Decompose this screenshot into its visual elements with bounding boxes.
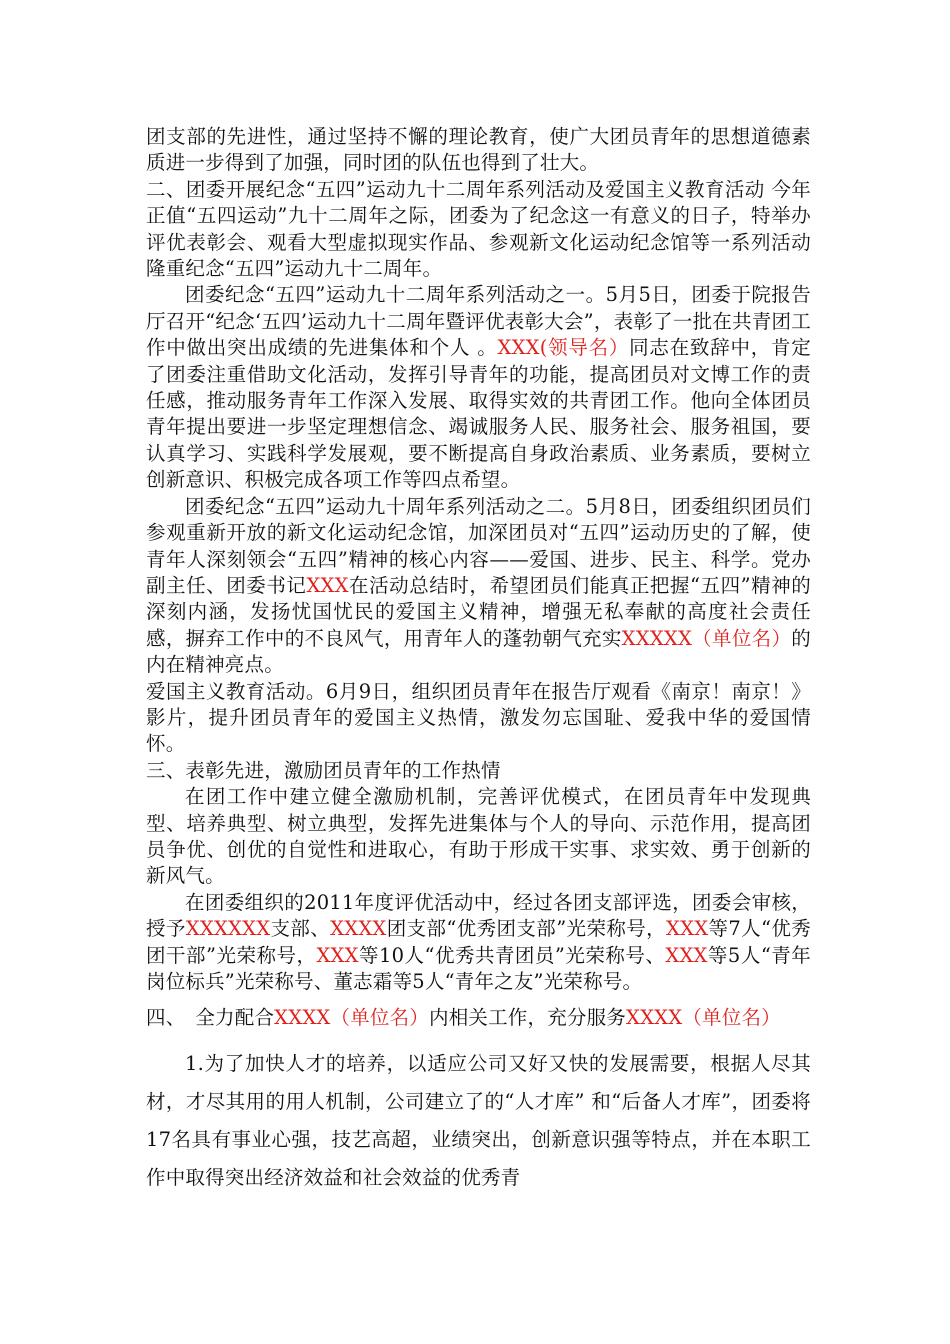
paragraph-8-awards <box>146 890 811 996</box>
paragraph-10-talent-pool <box>146 1045 811 1197</box>
paragraph-8-text-d: 等7人“优秀团干部”光荣称号， <box>146 917 812 967</box>
branch-name-placeholder-1: XXXXXX <box>185 917 271 941</box>
unit-name-placeholder-3: XXXX（单位名） <box>626 1006 781 1030</box>
person-name-placeholder-1: XXX <box>666 917 709 941</box>
leader-name-placeholder: XXX(领导名） <box>497 336 630 360</box>
tight-text-block <box>146 124 811 995</box>
unit-name-placeholder-2: XXXX（单位名） <box>274 1006 429 1030</box>
paragraph-2-text: 二、团委开展纪念“五四”运动九十二周年系列活动及爱国主义教育活动 今年正值“五四运动”九十二周年之际，团委为了纪念这一有意义的日子，特举办评优表彰会、观看大型虚拟现实作品、参观新文化运动纪念馆等一系列活动隆重纪念“五四”运动九十二周年。 <box>146 177 811 281</box>
paragraph-8-text-c: 团支部“优秀团支部”光荣称号， <box>386 917 667 941</box>
paragraph-4-text-c: 的内在精神亮点。 <box>146 626 811 677</box>
loose-text-block <box>146 999 811 1197</box>
section-four-text-a: 四、 全力配合 <box>146 1006 275 1030</box>
paragraph-3-activity-one <box>146 282 811 493</box>
paragraph-7-incentive <box>146 784 811 890</box>
person-name-placeholder-2: XXX <box>316 943 359 967</box>
secretary-name-placeholder: XXX <box>306 573 349 597</box>
section-three-heading <box>146 758 811 784</box>
paragraph-4-text-b: 在活动总结时，希望团员们能真正把握“五四”精神的深刻内涵，发扬忧国忧民的爱国主义精神，增强无私奉献的高度社会责任感，摒弃工作中的不良风气，用青年人的蓬勃朝气充实 <box>146 573 811 650</box>
branch-name-placeholder-2: XXXX <box>330 917 387 941</box>
paragraph-3-text-a: 团委纪念“五四”运动九十二周年系列活动之一。5月5日，团委于院报告厅召开“纪念‘五四’运动九十二周年暨评优表彰大会”，表彰了一批在共青团工作中做出突出成绩的先进集体和个人 。 <box>146 283 811 360</box>
paragraph-1 <box>146 124 811 177</box>
paragraph-7-text: 在团工作中建立健全激励机制，完善评优模式，在团员青年中发现典型、培养典型、树立典型，发挥先进集体与个人的导向、示范作用，提高团员争优、创优的自觉性和进取心，有助于形成干实事、求实效、勇于创新的新风气。 <box>146 785 811 888</box>
paragraph-8-text-b: 支部、 <box>270 917 331 941</box>
paragraph-3-text-b: 同志在致辞中，肯定了团委注重借助文化活动，发挥引导青年的功能，提高团员对文博工作的责任感，推动服务青年工作深入发展、取得实效的共青团工作。他向全体团员青年提出要进一步坚定理想信念、竭诚服务人民、服务社会、服务祖国，要认真学习、实践科学发展观，要不断提高自身政治素质、业务素质，要树立创新意识、积极完成各项工作等四点希望。 <box>146 336 811 492</box>
paragraph-8-text-e: 等10人“优秀共青团员”光荣称号、 <box>358 943 666 967</box>
document-body <box>146 124 811 1197</box>
unit-name-placeholder-1: XXXXX（单位名） <box>621 626 792 650</box>
section-four-heading <box>146 999 811 1037</box>
person-name-placeholder-3: XXX <box>665 943 708 967</box>
paragraph-10-text: 1.为了加快人才的培养，以适应公司又好又快的发展需要，根据人尽其材，才尽其用的用人机制，公司建立了的“人才库” 和“后备人才库”，团委将17名具有事业心强，技艺高超，业绩突出，创新意识强等特点，并在本职工作中取得突出经济效益和社会效益的优秀青 <box>146 1052 811 1190</box>
section-four-text-b: 内相关工作，充分服务 <box>429 1006 627 1030</box>
paragraph-8-text-f: 等5人“青年岗位标兵”光荣称号、董志霜等5人“青年之友”光荣称号。 <box>146 943 811 993</box>
paragraph-2-section-two <box>146 177 811 283</box>
paragraph-5-text: 爱国主义教育活动。6月9日，组织团员青年在报告厅观看《南京！南京！》影片，提升团员青年的爱国主义热情，激发勿忘国耻、爱我中华的爱国情怀。 <box>146 679 811 756</box>
paragraph-5-patriotic-education <box>146 679 811 758</box>
section-three-heading-text: 三、表彰先进，激励团员青年的工作热情 <box>146 758 501 782</box>
paragraph-1-text: 团支部的先进性，通过坚持不懈的理论教育，使广大团员青年的思想道德素质进一步得到了加强，同时团的队伍也得到了壮大。 <box>146 125 811 175</box>
paragraph-8-text-a: 在团委组织的2011年度评优活动中，经过各团支部评选，团委会审核，授予 <box>146 890 811 941</box>
paragraph-4-activity-two <box>146 494 811 679</box>
paragraph-4-text-a: 团委纪念“五四”运动九十周年系列活动之二。5月8日，团委组织团员们参观重新开放的新文化运动纪念馆，加深团员对“五四”运动历史的了解，使青年人深刻领会“五四”精神的核心内容——爱国、进步、民主、科学。党办副主任、团委书记 <box>146 494 811 597</box>
